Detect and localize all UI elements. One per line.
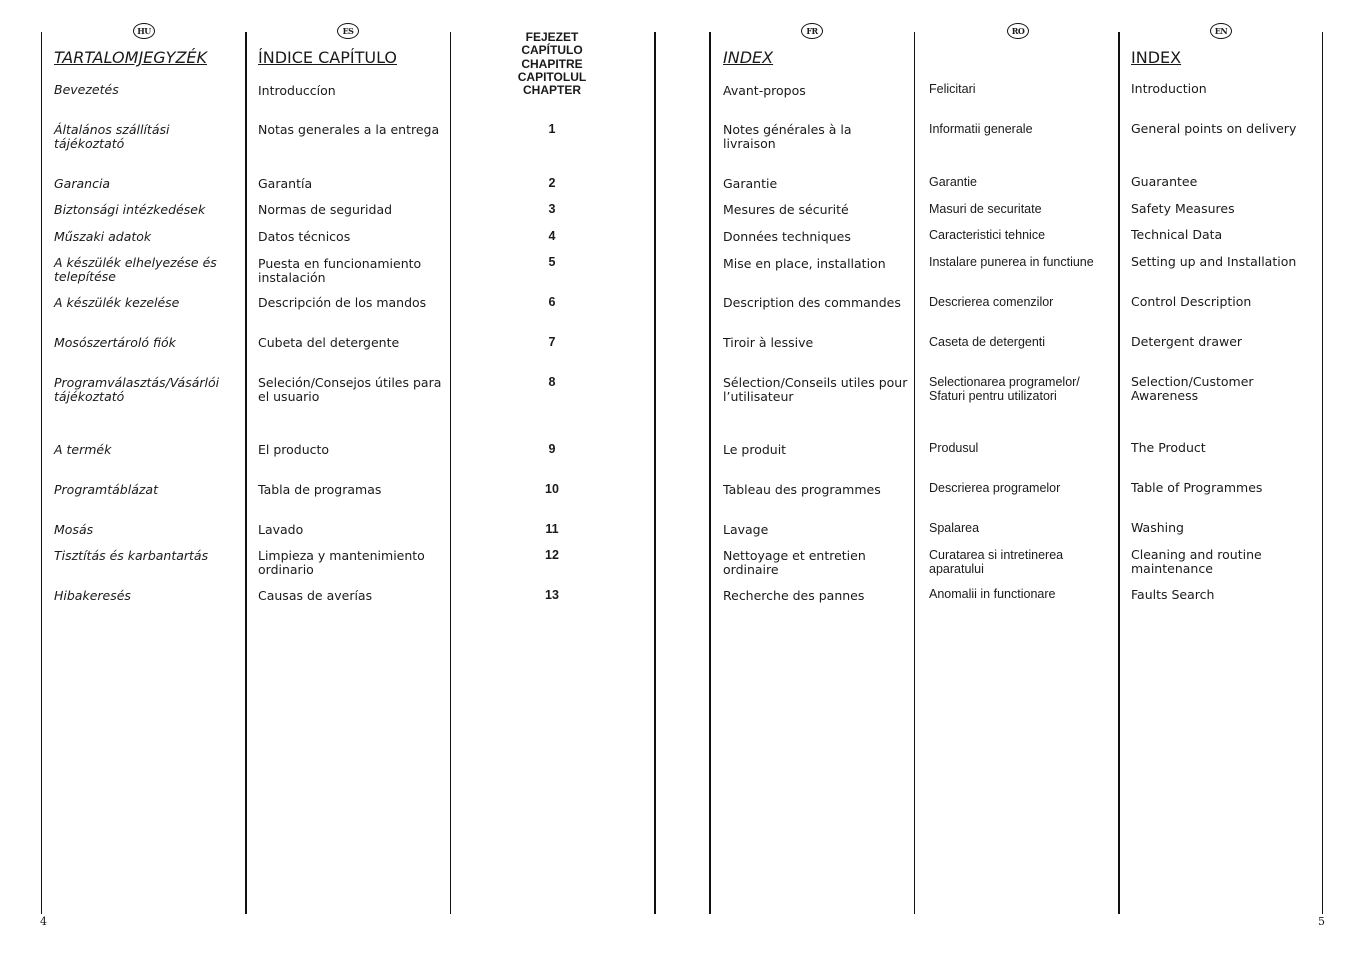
toc-entry: Általános szállítási tájékoztató	[54, 122, 170, 151]
toc-entry: Felicitari	[929, 82, 976, 96]
chapter-header	[500, 31, 604, 97]
toc-entry: Programválasztás/Vásárlói tájékoztató	[54, 375, 220, 404]
toc-entry: Washing	[1131, 520, 1184, 535]
toc-entry: A készülék kezelése	[54, 295, 180, 310]
toc-entry: Műszaki adatok	[54, 229, 152, 244]
toc-entry: Notes générales à la livraison	[723, 122, 852, 151]
column-divider	[41, 32, 42, 914]
toc-entry: Instalare punerea in functiune	[929, 255, 1094, 269]
toc-entry: Garantie	[929, 175, 977, 189]
language-badge-hu: HU	[133, 23, 155, 39]
toc-entry: Garantía	[258, 176, 313, 191]
toc-entry: Garancia	[54, 176, 111, 191]
toc-entry: Produsul	[929, 441, 979, 455]
column-divider	[1118, 32, 1120, 914]
toc-entry: Introduccíon	[258, 83, 336, 98]
toc-entry: Faults Search	[1131, 587, 1215, 602]
toc-entry: Normas de seguridad	[258, 202, 393, 217]
toc-entry: Mise en place, installation	[723, 256, 886, 271]
chapter-number: 12	[545, 548, 559, 562]
toc-entry: Lavado	[258, 522, 304, 537]
toc-entry: Table of Programmes	[1131, 480, 1263, 495]
toc-entry: Datos técnicos	[258, 229, 351, 244]
language-badge-en: EN	[1210, 23, 1232, 39]
toc-entry: Lavage	[723, 522, 769, 537]
toc-entry: Spalarea	[929, 521, 980, 535]
toc-entry: Mosás	[54, 522, 94, 537]
toc-entry: Mesures de sécurité	[723, 202, 849, 217]
toc-entry: Caracteristici tehnice	[929, 228, 1046, 242]
language-badge-fr: FR	[801, 23, 823, 39]
language-badge-ro: RO	[1007, 23, 1029, 39]
chapter-number: 2	[548, 176, 556, 190]
toc-entry: Avant-propos	[723, 83, 806, 98]
toc-entry: Causas de averías	[258, 588, 373, 603]
toc-entry: Recherche des pannes	[723, 588, 865, 603]
toc-entry: Descrierea programelor	[929, 481, 1061, 495]
toc-entry: Nettoyage et entretien ordinaire	[723, 548, 866, 577]
chapter-header-line: FEJEZET	[525, 30, 579, 44]
toc-entry: Biztonsági intézkedések	[54, 202, 206, 217]
toc-entry: Detergent drawer	[1131, 334, 1243, 349]
toc-entry: Le produit	[723, 442, 787, 457]
toc-entry: Bevezetés	[54, 82, 119, 97]
column-divider	[914, 32, 915, 914]
toc-entry: Caseta de detergenti	[929, 335, 1046, 349]
toc-entry: Descripción de los mandos	[258, 295, 427, 310]
toc-entry: Cubeta del detergente	[258, 335, 400, 350]
chapter-header-line: CHAPTER	[522, 83, 581, 98]
chapter-header-line: CHAPITRE	[521, 56, 583, 71]
toc-entry: Descrierea comenzilor	[929, 295, 1054, 309]
toc-entry: Seleción/Consejos útiles para el usuario	[258, 375, 442, 404]
toc-entry: Masuri de securitate	[929, 202, 1042, 216]
toc-entry: General points on delivery	[1131, 121, 1297, 136]
toc-entry: Description des commandes	[723, 295, 901, 310]
chapter-number: 11	[545, 522, 559, 536]
toc-entry: Programtáblázat	[54, 482, 158, 497]
column-divider	[654, 32, 656, 914]
language-badge-es: ES	[337, 23, 359, 39]
chapter-number: 1	[548, 122, 556, 136]
toc-entry: Selectionarea programelor/ Sfaturi pentru utilizatori	[929, 375, 1080, 403]
toc-entry: Control Description	[1131, 294, 1252, 309]
toc-entry: Tisztítás és karbantartás	[54, 548, 209, 563]
chapter-number: 7	[548, 335, 556, 349]
toc-entry: Notas generales a la entrega	[258, 122, 440, 137]
toc-entry: Cleaning and routine maintenance	[1131, 547, 1262, 576]
toc-entry: Safety Measures	[1131, 201, 1235, 216]
column-title-fr: INDEX	[723, 48, 774, 67]
chapter-number: 5	[548, 255, 556, 269]
chapter-header-line: CAPÍTULO	[521, 43, 583, 58]
column-title-es: ÍNDICE CAPÍTULO	[258, 48, 397, 67]
toc-entry: Tableau des programmes	[723, 482, 881, 497]
toc-entry: Garantie	[723, 176, 778, 191]
toc-entry: A termék	[54, 442, 112, 457]
column-title-hu: TARTALOMJEGYZÉK	[54, 48, 207, 67]
toc-entry: Puesta en funcionamiento instalación	[258, 256, 422, 285]
toc-entry: Sélection/Conseils utiles pour l’utilisateur	[723, 375, 908, 404]
toc-entry: Hibakeresés	[54, 588, 131, 603]
chapter-number: 3	[548, 202, 556, 216]
column-divider	[1322, 32, 1323, 914]
chapter-number: 9	[548, 442, 556, 456]
chapter-number: 10	[545, 482, 559, 496]
column-divider	[245, 32, 247, 914]
toc-entry: Données techniques	[723, 229, 851, 244]
column-divider	[709, 32, 711, 914]
toc-entry: Curatarea si intretinerea aparatului	[929, 548, 1064, 576]
toc-entry: Introduction	[1131, 81, 1207, 96]
page-number-right: 5	[1318, 915, 1325, 928]
chapter-number: 4	[548, 229, 556, 243]
toc-entry: A készülék elhelyezése és telepítése	[54, 255, 217, 284]
chapter-number: 6	[548, 295, 556, 309]
chapter-number: 8	[548, 375, 556, 389]
chapter-number: 13	[545, 588, 559, 602]
toc-entry: The Product	[1131, 440, 1206, 455]
column-title-en: INDEX	[1131, 48, 1182, 67]
toc-entry: Tiroir à lessive	[723, 335, 814, 350]
toc-entry: El producto	[258, 442, 330, 457]
toc-entry: Selection/Customer Awareness	[1131, 374, 1254, 403]
page-number-left: 4	[40, 915, 47, 928]
toc-entry: Guarantee	[1131, 174, 1198, 189]
toc-entry: Setting up and Installation	[1131, 254, 1297, 269]
chapter-header-line: CAPITOLUL	[517, 69, 587, 84]
toc-entry: Informatii generale	[929, 122, 1033, 136]
toc-entry: Anomalii in functionare	[929, 587, 1056, 601]
column-divider	[450, 32, 451, 914]
toc-entry: Tabla de programas	[258, 482, 382, 497]
toc-entry: Technical Data	[1131, 227, 1223, 242]
toc-entry: Mosószertároló fiók	[54, 335, 176, 350]
toc-entry: Limpieza y mantenimiento ordinario	[258, 548, 425, 577]
